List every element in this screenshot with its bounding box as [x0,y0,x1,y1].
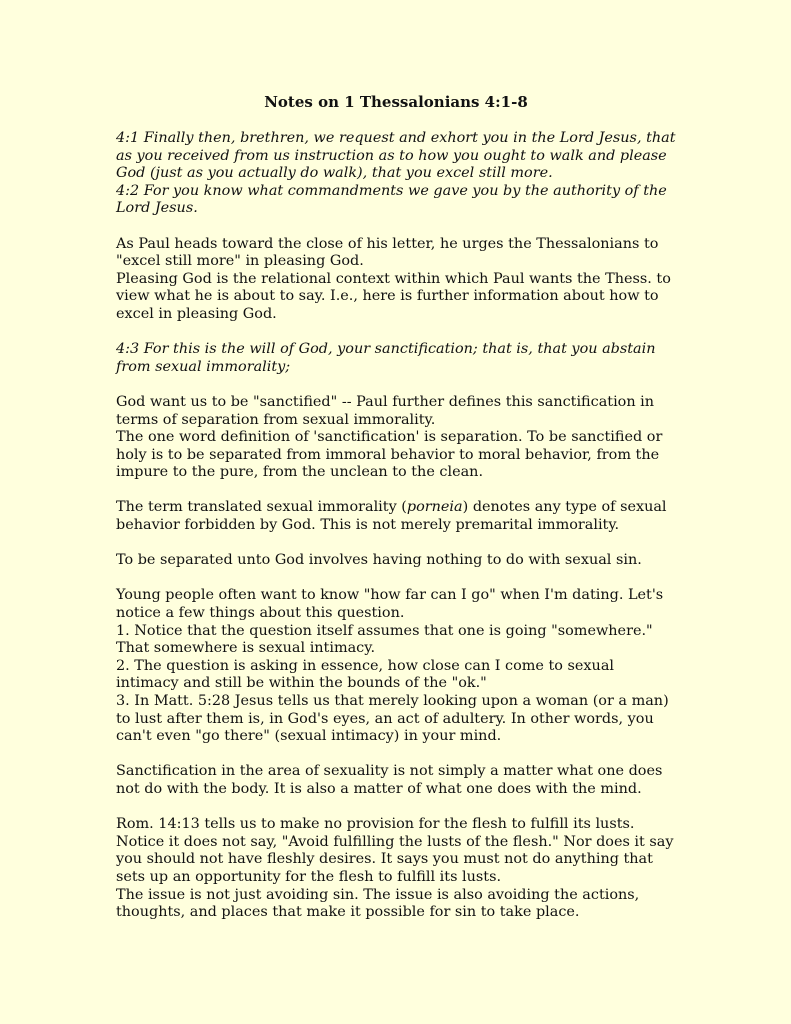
scripture-verse-4-3: 4:3 For this is the will of God, your sanctification; that is, that you abstain from sexual immorality; [116,341,656,375]
note-paragraph: Pleasing God is the relational context within which Paul wants the Thess. to view what he is about to say. I.e., here is further information about how to excel in pleasing God. [116,270,671,322]
scripture-verse-4-2: 4:2 For you know what commandments we gave you by the authority of the Lord Jesus. [116,182,667,217]
note-paragraph: Young people often want to know "how far can I go" when I'm dating. Let's notice a few things about this question. [116,587,664,622]
page-title: Notes on 1 Thessalonians 4:1-8 [264,93,528,111]
note-text: ) denotes any type of sexual behavior forbidden by God. This is not merely premarital immorality. [116,499,667,534]
numbered-point-1: 1. Notice that the question itself assumes that one is going "somewhere." That somewhere is sexual intimacy. [116,622,653,657]
note-paragraph: To be separated unto God involves having nothing to do with sexual sin. [116,552,642,569]
note-block-provision [116,816,676,922]
note-paragraph: The one word definition of 'sanctification' is separation. To be sanctified or holy is to be separated from immoral behavior to moral behavior, from the impure to the pure, from the unclean to the clean. [116,429,663,481]
greek-term: porneia [406,499,463,516]
scripture-block-4-3 [116,341,676,376]
note-block-pleasing-god [116,236,676,324]
note-paragraph: The issue is not just avoiding sin. The issue is also avoiding the actions, thoughts, and places that make it possible for sin to take place. [116,886,640,921]
note-paragraph: Sanctification in the area of sexuality is not simply a matter what one does not do with the body. It is also a matter of what one does with the mind. [116,763,663,797]
document-page [116,92,676,939]
note-block-how-far [116,587,676,745]
note-block-porneia [116,499,676,534]
note-paragraph: God want us to be "sanctified" -- Paul further defines this sanctification in terms of separation from sexual immorality. [116,393,655,428]
note-text: The term translated sexual immorality ( [116,499,407,516]
numbered-point-3: 3. In Matt. 5:28 Jesus tells us that merely looking upon a woman (or a man) to lust after them is, in God's eyes, an act of adultery. In other words, you can't even "go there" (sexual intimacy) in your mind. [116,693,669,745]
scripture-block-4-1-2 [116,130,676,218]
note-block-separated [116,552,676,570]
numbered-point-2: 2. The question is asking in essence, how close can I come to sexual intimacy and still be within the bounds of the "ok." [116,657,614,692]
note-block-mind [116,763,676,798]
note-paragraph [116,499,676,534]
note-paragraph: Rom. 14:13 tells us to make no provision for the flesh to fulfill its lusts. Notice it does not say, "Avoid fulfilling the lusts of the flesh." Nor does it say you should not have fleshly desires. It says you must not do anything that sets up an opportunity for the flesh to fulfill its lusts. [116,816,674,885]
note-block-sanctification [116,394,676,482]
scripture-verse-4-1: 4:1 Finally then, brethren, we request and exhort you in the Lord Jesus, that as you received from us instruction as to how you ought to walk and please God (just as you actually do walk), that you excel still more. [116,130,676,182]
note-paragraph: As Paul heads toward the close of his letter, he urges the Thessalonians to "excel still more" in pleasing God. [116,235,659,270]
